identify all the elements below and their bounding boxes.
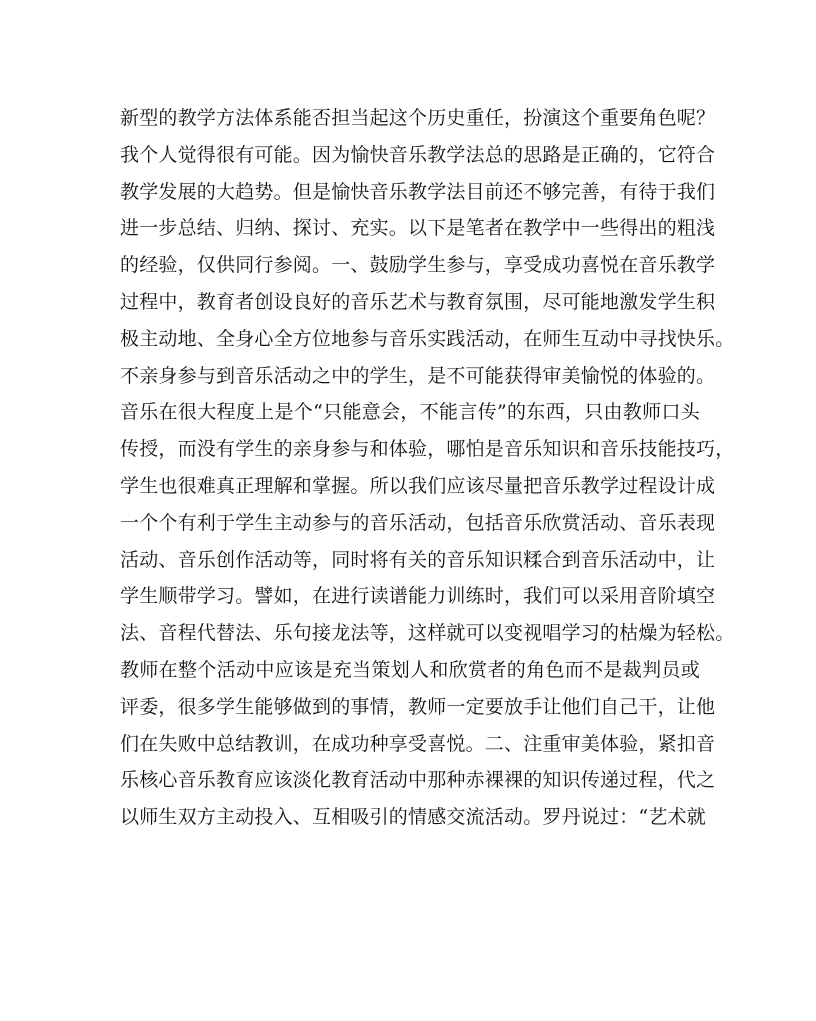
text-line-9: 音乐在很大程度上是个“只能意会，不能言传”的东西，只由教师口头	[120, 401, 700, 424]
text-line-1: 新型的教学方法体系能否担当起这个历史重任，扮演这个重要角色呢？	[120, 107, 716, 129]
text-line-17: 评委，很多学生能够做到的事情，教师一定要放手让他们自己干，让他	[120, 695, 716, 718]
text-line-8: 不亲身参与到音乐活动之中的学生，是不可能获得审美愉悦的体验的。	[120, 364, 716, 387]
text-line-11: 学生也很难真正理解和掌握。所以我们应该尽量把音乐教学过程设计成	[120, 474, 716, 497]
text-line-4: 进一步总结、归纳、探讨、充实。以下是笔者在教学中一些得出的粗浅	[120, 217, 716, 240]
text-line-6: 过程中，教育者创设良好的音乐艺术与教育氛围，尽可能地激发学生积	[120, 290, 716, 313]
text-line-10: 传授，而没有学生的亲身参与和体验，哪怕是音乐知识和音乐技能技巧，	[120, 438, 735, 461]
text-line-15: 法、音程代替法、乐句接龙法等，这样就可以变视唱学习的枯燥为轻松。	[120, 622, 735, 645]
text-line-18: 们在失败中总结教训，在成功种享受喜悦。二、注重审美体验，紧扣音	[120, 732, 716, 755]
text-line-7: 极主动地、全身心全方位地参与音乐实践活动，在师生互动中寻找快乐。	[120, 327, 735, 350]
text-line-13: 活动、音乐创作活动等，同时将有关的音乐知识糅合到音乐活动中，让	[120, 548, 716, 571]
text-line-2: 我个人觉得很有可能。因为愉快音乐教学法总的思路是正确的，它符合	[120, 143, 716, 166]
body-text	[120, 100, 735, 836]
text-line-5: 的经验，仅供同行参阅。一、鼓励学生参与，享受成功喜悦在音乐教学	[120, 254, 716, 277]
text-line-12: 一个个有利于学生主动参与的音乐活动，包括音乐欣赏活动、音乐表现	[120, 511, 716, 534]
text-line-20: 以师生双方主动投入、互相吸引的情感交流活动。罗丹说过：“艺术就	[120, 806, 706, 829]
text-line-14: 学生顺带学习。譬如，在进行读谱能力训练时，我们可以采用音阶填空	[120, 585, 716, 608]
text-line-19: 乐核心音乐教育应该淡化教育活动中那种赤裸裸的知识传递过程，代之	[120, 769, 716, 792]
text-line-16: 教师在整个活动中应该是充当策划人和欣赏者的角色而不是裁判员或	[120, 658, 700, 681]
text-line-3: 教学发展的大趋势。但是愉快音乐教学法目前还不够完善，有待于我们	[120, 180, 716, 203]
